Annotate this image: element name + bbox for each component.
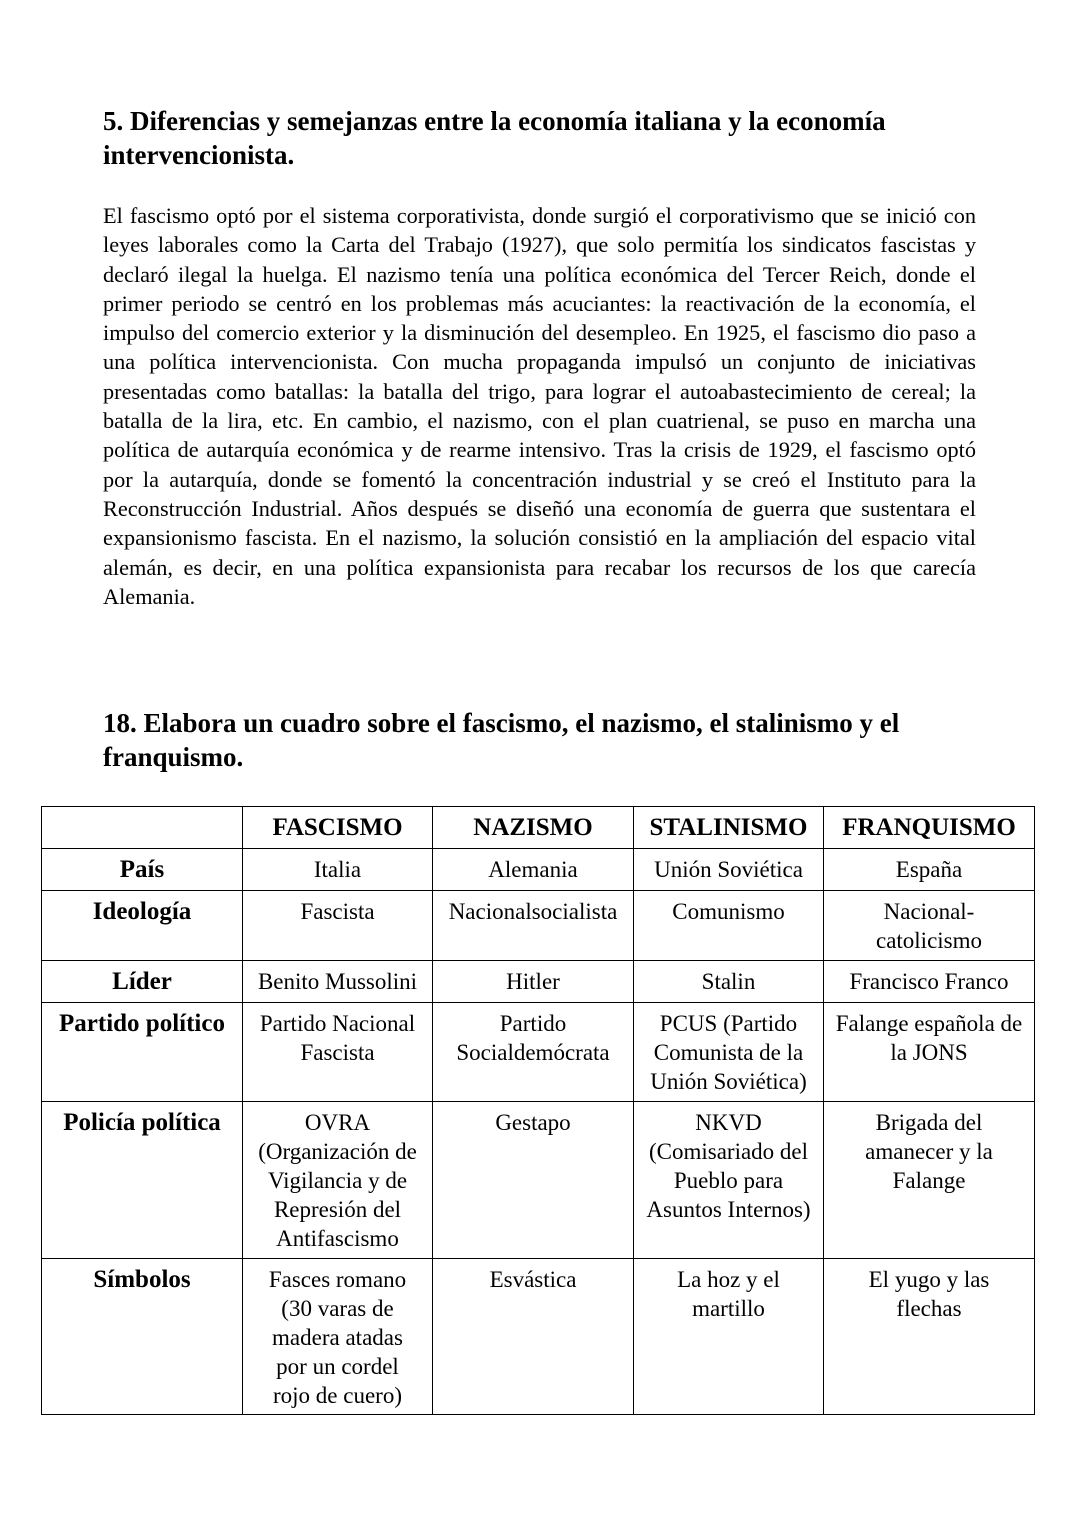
table-cell: Falange española de la JONS [824,1003,1035,1102]
table-row-pais [42,849,1035,891]
comparison-table [41,806,1035,1415]
column-header-stalinismo: STALINISMO [634,807,824,849]
table-row-ideologia [42,891,1035,961]
section-5-title: 5. Diferencias y semejanzas entre la economía italiana y la economía intervencionista. [103,106,886,170]
section-5-paragraph: El fascismo optó por el sistema corporativista, donde surgió el corporativismo que se inició con leyes laborales como la Carta del Trabajo (1927), que solo permitía los sindicatos fascistas y declaró ilegal la huelga. El nazismo tenía una política económica del Tercer Reich, donde el primer periodo se centró en los problemas más acuciantes: la reactivación de la economía, el impulso del comercio exterior y la disminución del desempleo. En 1925, el fascismo dio paso a una política intervencionista. Con mucha propaganda impulsó un conjunto de iniciativas presentadas como batallas: la batalla del trigo, para lograr el autoabastecimiento de cereal; la batalla de la lira, etc. En cambio, el nazismo, con el plan cuatrienal, se puso en marcha una política de autarquía económica y de rearme intensivo. Tras la crisis de 1929, el fascismo optó por la autarquía, donde se fomentó la concentración industrial y se creó el Instituto para la Reconstrucción Industrial. Años después se diseñó una economía de guerra que sustentara el expansionismo fascista. En el nazismo, la solución consistió en la ampliación del espacio vital alemán, es decir, en una política expansionista para recabar los recursos de los que carecía Alemania. [103,203,976,609]
table-cell: Hitler [433,961,634,1003]
column-header-fascismo: FASCISMO [243,807,433,849]
table-cell: España [824,849,1035,891]
row-header: Líder [42,961,243,1003]
table-cell: Francisco Franco [824,961,1035,1003]
row-header: Ideología [42,891,243,961]
table-cell: Unión Soviética [634,849,824,891]
table-cell: Brigada del amanecer y la Falange [824,1102,1035,1259]
row-header: País [42,849,243,891]
table-cell: Nacional-catolicismo [824,891,1035,961]
table-cell: Stalin [634,961,824,1003]
table-header-row [42,807,1035,849]
table-cell: Comunismo [634,891,824,961]
table-cell: Partido Socialdemócrata [433,1003,634,1102]
table-cell: PCUS (Partido Comunista de la Unión Soviética) [634,1003,824,1102]
table-cell: Partido Nacional Fascista [243,1003,433,1102]
table-cell: Fasces romano (30 varas de madera atadas por un cordel rojo de cuero) [243,1259,433,1415]
table-row-policia [42,1102,1035,1259]
column-header-nazismo: NAZISMO [433,807,634,849]
table-row-lider [42,961,1035,1003]
row-header: Partido político [42,1003,243,1102]
table-cell: Gestapo [433,1102,634,1259]
table-cell: OVRA (Organización de Vigilancia y de Represión del Antifascismo [243,1102,433,1259]
table-cell: El yugo y las flechas [824,1259,1035,1415]
table-cell: Fascista [243,891,433,961]
row-header: Policía política [42,1102,243,1259]
table-cell: NKVD (Comisariado del Pueblo para Asuntos Internos) [634,1102,824,1259]
table-cell: Nacionalsocialista [433,891,634,961]
table-cell: Alemania [433,849,634,891]
table-cell: Italia [243,849,433,891]
table-row-partido [42,1003,1035,1102]
table-corner-cell [42,807,243,849]
table-cell: Esvástica [433,1259,634,1415]
column-header-franquismo: FRANQUISMO [824,807,1035,849]
table-cell: Benito Mussolini [243,961,433,1003]
table-row-simbolos [42,1259,1035,1415]
table-cell: La hoz y el martillo [634,1259,824,1415]
section-18-title: 18. Elabora un cuadro sobre el fascismo, el nazismo, el stalinismo y el franquismo. [103,708,900,772]
row-header: Símbolos [42,1259,243,1415]
